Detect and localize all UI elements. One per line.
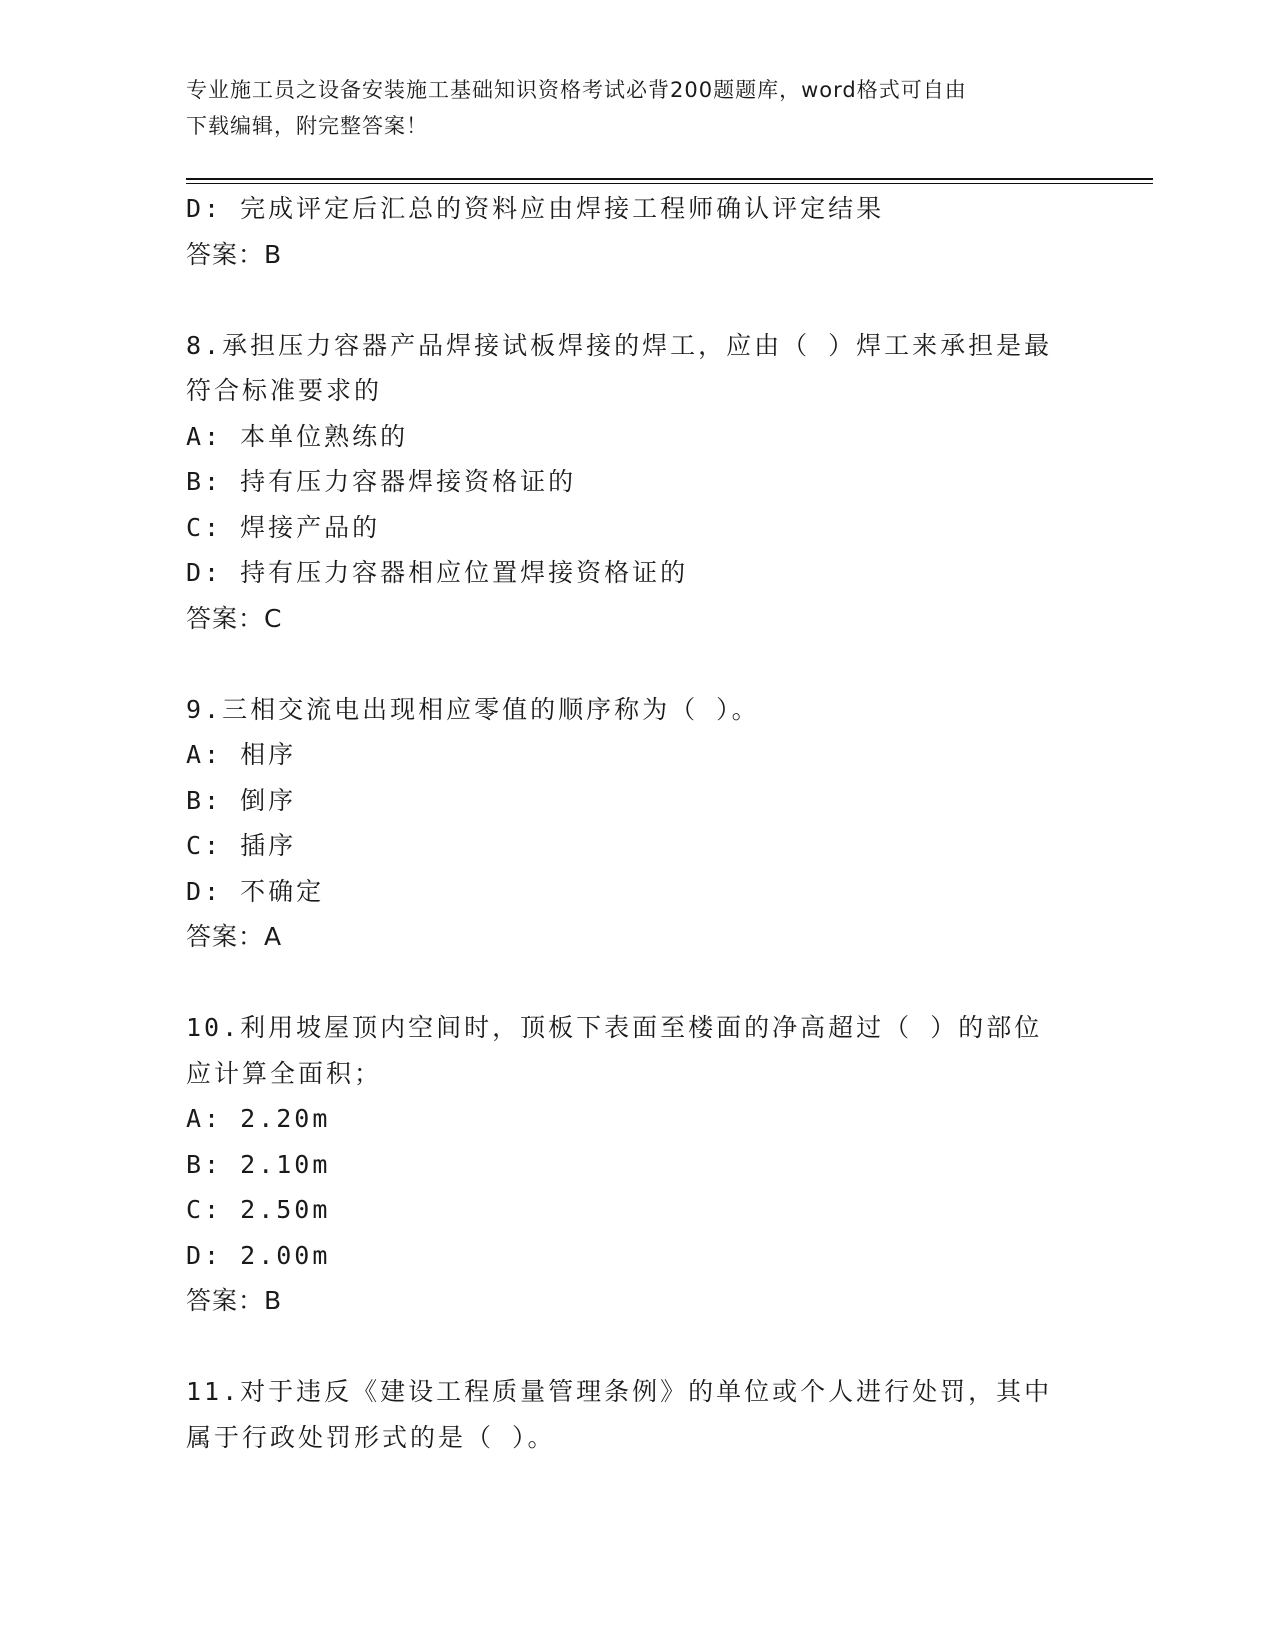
option-c: C: 焊接产品的: [186, 512, 381, 542]
question-stem: 10.利用坡屋顶内空间时，顶板下表面至楼面的净高超过（ ）的部位: [186, 1013, 1043, 1042]
option-d: D: 持有压力容器相应位置焊接资格证的: [186, 558, 689, 587]
option-d: D: 不确定: [186, 876, 325, 906]
question-11: [186, 1369, 1086, 1460]
question-10: [186, 1005, 1086, 1324]
option-a: A: 2.20m: [186, 1104, 331, 1133]
question-stem: 11.对于违反《建设工程质量管理条例》的单位或个人进行处罚，其中: [186, 1377, 1053, 1406]
answer: 答案：A: [186, 922, 283, 951]
header-line-1: 专业施工员之设备安装施工基础知识资格考试必背200题题库，word格式可自由: [186, 78, 967, 102]
answer: 答案：B: [186, 239, 283, 269]
option-a: A: 相序: [186, 740, 297, 769]
question-stem-cont: 属于行政处罚形式的是（ ）。: [186, 1422, 556, 1452]
option-a: A: 本单位熟练的: [186, 421, 409, 451]
option-b: B: 倒序: [186, 785, 297, 815]
header-rule-thick: [186, 178, 1153, 180]
option-b: B: 2.10m: [186, 1149, 331, 1179]
option-c: C: 2.50m: [186, 1195, 331, 1224]
question-list: [186, 186, 1086, 1460]
option-c: C: 插序: [186, 831, 297, 860]
question-stem-cont: 应计算全面积；: [186, 1058, 383, 1088]
document-header: [186, 72, 1066, 144]
option-b: B: 持有压力容器焊接资格证的: [186, 467, 577, 496]
previous-question: [186, 186, 1086, 277]
option-d: D: 完成评定后汇总的资料应由焊接工程师确认评定结果: [186, 194, 885, 223]
answer: 答案：B: [186, 1286, 283, 1315]
header-rule-thin: [186, 183, 1153, 184]
question-stem-cont: 符合标准要求的: [186, 376, 383, 405]
question-9: [186, 687, 1086, 960]
header-line-2: 下载编辑，附完整答案！: [186, 114, 428, 138]
answer: 答案：C: [186, 603, 283, 633]
question-8: [186, 323, 1086, 642]
question-stem: 9.三相交流电出现相应零值的顺序称为（ ）。: [186, 694, 760, 724]
option-d: D: 2.00m: [186, 1240, 331, 1270]
question-stem: 8.承担压力容器产品焊接试板焊接的焊工，应由（ ）焊工来承担是最: [186, 330, 1053, 360]
